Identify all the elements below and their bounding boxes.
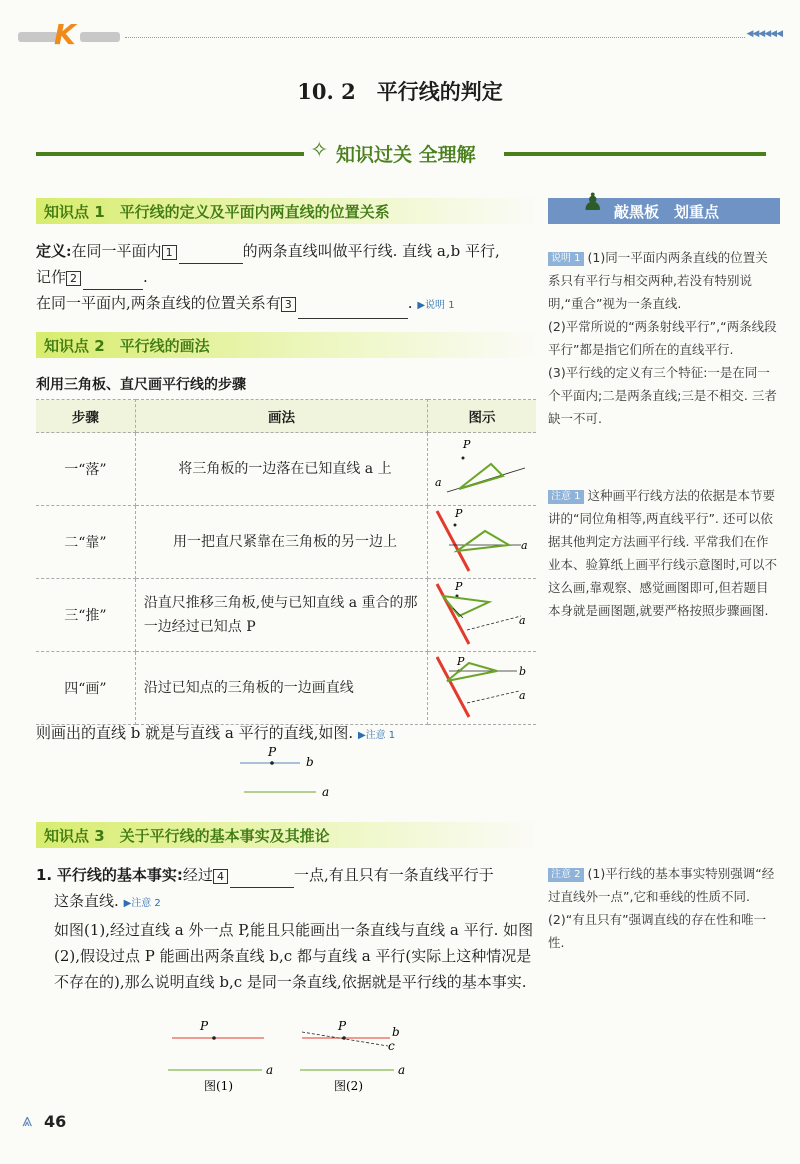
table-row [36,433,536,506]
table-header-row [36,400,536,433]
label-P: P [338,1019,347,1033]
item-a: 经过 [182,866,213,884]
banner-swirl-icon: ✧ [310,138,329,163]
header-method: 画法 [135,400,427,433]
triangle [447,663,497,681]
figure-step2 [429,507,529,573]
label-a: a [266,1063,274,1077]
label-P: P [455,580,463,593]
label-a: a [435,476,442,489]
kp1-line3 [36,290,536,319]
banner-title: 知识过关 全理解 [336,144,476,166]
triangle [457,531,509,551]
note1-para [548,246,780,315]
blank-1[interactable] [179,263,243,264]
kp2-note-link[interactable]: ▶注意 1 [357,730,396,741]
table-row [36,579,536,652]
kp1-note-link[interactable]: ▶说明 1 [417,300,455,311]
sidebar-note-3 [548,862,780,954]
blank-box-3: 3 [281,297,296,312]
label-P: P [455,507,463,520]
section-banner [36,140,766,170]
figure-step3 [429,580,529,646]
step-cell: 一“落” [36,433,135,506]
step-cell: 三“推” [36,579,135,652]
item-title: 平行线的基本事实: [56,866,183,884]
figure-1 [168,1018,288,1094]
header-step: 步骤 [36,400,135,433]
note3-b: (2)“有且只有”强调直线的存在性和唯一性. [548,912,767,950]
figure-1-caption: 图(1) [204,1079,233,1093]
label-a: a [519,614,526,627]
kp1-line2-a: 记作 [36,268,67,286]
kp3-bar [36,822,536,848]
kp1-bar [36,198,536,224]
kp1-body [36,238,536,319]
figure-cell [428,652,536,725]
figure-2-caption: 图(2) [334,1079,363,1093]
logo-letter: K [54,18,76,51]
figure-cell [428,579,536,652]
kp1-label: 知识点 1 平行线的定义及平面内两直线的位置关系 [44,203,390,221]
sidebar-title: 敲黑板 划重点 [614,203,720,221]
header-logo [18,18,118,51]
method-cell: 沿直尺推移三角板,使与已知直线 a 重合的那一边经过已知点 P [135,579,427,652]
sidebar-note-1 [548,246,780,430]
line-a [467,691,519,703]
note1-tag: 说明 1 [548,252,584,266]
label-b: b [519,665,527,678]
method-cell: 用一把直尺紧靠在三角板的另一边上 [135,506,427,579]
header-arrows: ◀◀◀◀◀◀ [746,29,782,39]
note3-tag: 注意 2 [548,868,584,882]
compass-icon: ⩓ [22,1110,33,1131]
step-cell: 四“画” [36,652,135,725]
point-P [270,761,274,765]
blank-3[interactable] [298,318,408,319]
method-cell: 将三角板的一边落在已知直线 a 上 [135,433,427,506]
steps-table [36,399,536,725]
label-b: b [306,755,314,769]
sidebar-header [548,188,780,224]
page-number: 46 [44,1112,67,1131]
kp3-line1 [36,862,536,888]
figure-step4 [429,653,529,719]
sidebar-note-2 [548,484,780,622]
label-P: P [457,655,465,668]
kp1-def-prefix: 定义: [36,242,72,260]
kp1-line3-b: . [407,294,413,312]
kp1-line1-b: 的两条直线叫做平行线. 直线 a,b 平行, [242,242,500,260]
kp1-line2-b: . [143,268,148,286]
label-c: c [388,1039,395,1053]
line-a [467,616,521,630]
table-row [36,506,536,579]
kp2-bar [36,332,536,358]
note1-c: (3)平行线的定义有三个特征:一是在同一个平面内;二是两条直线;三是不相交. 三者缺一不可. [548,365,777,426]
table-row [36,652,536,725]
kp1-line2 [36,264,536,290]
header-dotted-line [125,37,745,38]
figure-step1 [429,434,529,500]
kp3-paragraph: 如图(1),经过直线 a 外一点 P,能且只能画出一条直线与直线 a 平行. 如图(2),假设过点 P 能画出两条直线 b,c 都与直线 a 平行(实际上这种情况是不存在的),那么说明直线 b,c 是同一条直线,依据就是平行线的基本事实. [54,921,534,991]
kp1-line1 [36,238,536,264]
point-P [462,457,465,460]
item-number: 1. [36,866,53,884]
step-cell: 二“靠” [36,506,135,579]
kp3-label: 知识点 3 关于平行线的基本事实及其推论 [44,827,330,845]
label-b: b [392,1025,400,1039]
header-bar [0,18,800,51]
note2-text: 这种画平行线方法的依据是本节要讲的“同位角相等,两直线平行”. 还可以依据其他判定方法画平行线. 平常我们在作业本、验算纸上画平行线示意图时,可以不这么画,靠观察、感觉画图即可,但若题目本身就是画图题,就要严格按照步骤画图. [548,488,777,618]
conclusion-text: 则画出的直线 b 就是与直线 a 平行的直线,如图. [36,724,354,742]
page-footer [0,1110,80,1140]
kp2-subtitle: 利用三角板、直尺画平行线的步骤 [36,377,246,393]
kp3-note-link[interactable]: ▶注意 2 [123,898,161,909]
label-a: a [521,539,528,552]
note3-para [548,862,780,908]
ruler [437,511,469,571]
page-title: 10. 2 平行线的判定 [297,79,503,104]
kp1-line1-a: 在同一平面内 [71,242,162,260]
note2-tag: 注意 1 [548,490,584,504]
note3-text: (1)平行线的基本事实特别强调“经过直线外一点”,它和垂线的性质不同. [548,866,775,904]
label-P: P [268,745,277,759]
figure-cell [428,506,536,579]
parallel-figure [236,744,346,800]
kp1-line3-a: 在同一平面内,两条直线的位置关系有 [36,294,281,312]
header-figure: 图示 [428,400,536,433]
kp3-line2 [36,888,536,917]
blank-box-4: 4 [213,869,228,884]
label-P: P [463,438,471,451]
label-a: a [519,689,526,702]
kp2-label: 知识点 2 平行线的画法 [44,337,210,355]
teacher-icon: ♟ [582,188,604,216]
method-cell: 沿过已知点的三角板的一边画直线 [135,652,427,725]
figure-cell [428,433,536,506]
figure-2 [300,1018,420,1094]
note1-text: (1)同一平面内两条直线的位置关系只有平行与相交两种,若没有特别说明,“重合”视为一条直线. [548,250,768,311]
item-c: 这条直线. [54,892,119,910]
triangle [443,596,489,616]
kp3-body [36,862,536,995]
item-b: 一点,有且只有一条直线平行于 [293,866,494,884]
label-a: a [398,1063,406,1077]
blank-box-1: 1 [162,245,177,260]
label-P: P [200,1019,209,1033]
blank-4[interactable] [230,887,294,888]
label-a: a [322,785,330,799]
blank-box-2: 2 [66,271,81,286]
note1-b: (2)平常所说的“两条射线平行”,“两条线段平行”都是指它们所在的直线平行. [548,319,777,357]
